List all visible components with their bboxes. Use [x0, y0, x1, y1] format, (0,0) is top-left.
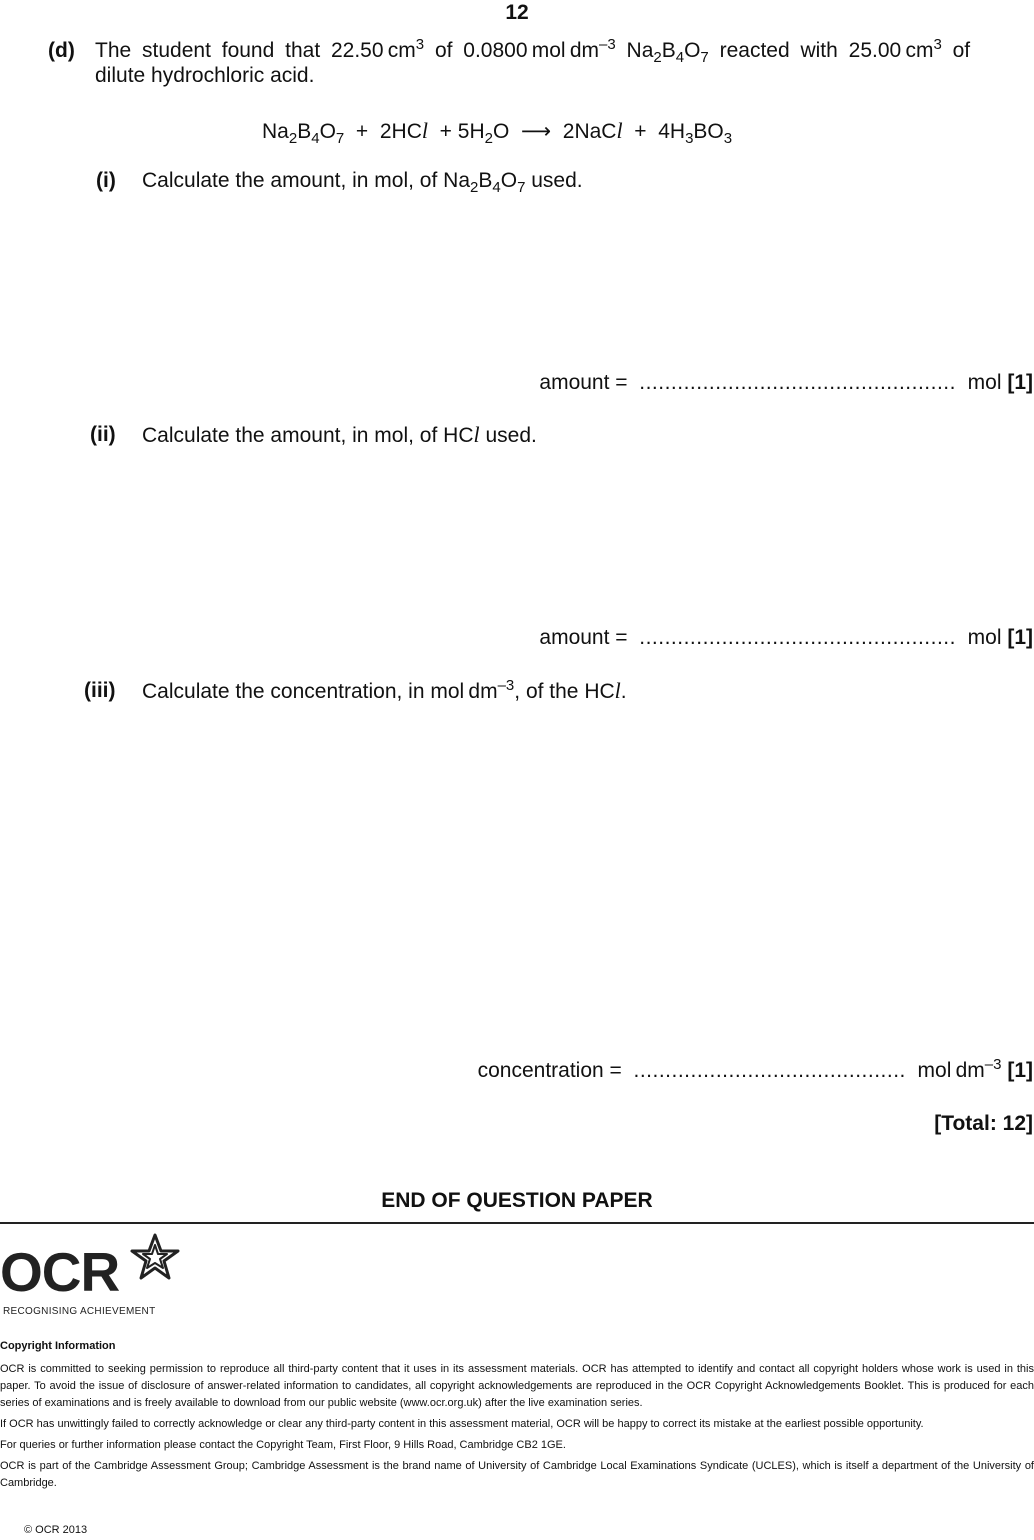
copyright-paragraph-4: OCR is part of the Cambridge Assessment Group; Cambridge Assessment is the brand name of University of Cambridge Local Examinations Syndicate (UCLES), which is itself a department of the University of Cambridge. — [0, 1460, 1034, 1489]
subpart-i-text: Calculate the amount, in mol, of $Na_2B_4O_7$ used. — [142, 169, 583, 196]
subpart-iii-text: Calculate the concentration, in mol $dm^{-3}$, of the HCl. — [142, 677, 627, 703]
marks-i: [1] — [1007, 371, 1033, 394]
copyright-notice: © OCR 2013 — [24, 1524, 88, 1536]
copyright-paragraph-1: OCR is committed to seeking permission to reproduce all third-party content that it uses in its assessment materials. OCR has attempted to identify and contact all copyright holders whose work is used in this paper. To avoid the issue of disclosure of answer-related information to candidates, all copyright acknowledgements are reproduced in the OCR Copyright Acknowledgements Booklet. This is produced for each series of examinations and is freely available to download from our public website (www.ocr.org.uk) after the live examination series. — [0, 1363, 1034, 1409]
subpart-label-iii: (iii) — [84, 679, 116, 702]
question-stem-line2: dilute hydrochloric acid. — [95, 64, 315, 87]
marks-iii: [1] — [1007, 1059, 1033, 1082]
copyright-section — [0, 1338, 1034, 1496]
answer-line-iii: concentration = ........................................... mol $dm^{-3}$ [1] — [477, 1056, 1033, 1082]
answer-field-iii[interactable]: ........................................... — [633, 1059, 906, 1082]
copyright-paragraph-3: For queries or further information please contact the Copyright Team, First Floor, 9 Hills Road, Cambridge CB2 1GE. — [0, 1439, 566, 1451]
subpart-label-i: (i) — [96, 169, 116, 192]
chemical-equation: $Na_2B_4O_7 + 2HCl + 5H_2O$ ⟶ 2NaCl + $4H_3BO_3$ — [262, 118, 733, 147]
ocr-tagline: RECOGNISING ACHIEVEMENT — [3, 1306, 156, 1317]
end-of-paper-heading: END OF QUESTION PAPER — [381, 1189, 653, 1212]
part-label-d: (d) — [48, 39, 75, 62]
ocr-logo — [0, 1232, 190, 1322]
footer-divider — [0, 1222, 1034, 1224]
copyright-paragraph-2: If OCR has unwittingly failed to correctly acknowledge or clear any third-party content in this assessment material, OCR will be happy to correct its mistake at the earliest possible opportunity. — [0, 1418, 924, 1430]
copyright-heading: Copyright Information — [0, 1340, 116, 1352]
star-icon — [130, 1232, 180, 1282]
answer-line-i: amount = .................................................. mol [1] — [539, 371, 1033, 394]
total-marks: [Total: 12] — [934, 1112, 1033, 1135]
answer-field-ii[interactable]: .................................................. — [639, 626, 956, 649]
question-stem-line1: The student found that 22.50 $cm^3$ of 0.0800 mol $dm^{-3}$ $Na_2B_4O_7$ reacted with 25.00 $cm^3$ of — [95, 36, 971, 66]
reaction-arrow-icon: ⟶ — [520, 120, 552, 143]
answer-field-i[interactable]: .................................................. — [639, 371, 956, 394]
subpart-label-ii: (ii) — [90, 423, 116, 446]
ocr-logo-text: OCR — [0, 1241, 120, 1303]
answer-line-ii: amount = .................................................. mol [1] — [539, 626, 1033, 649]
marks-ii: [1] — [1007, 626, 1033, 649]
subpart-ii-text: Calculate the amount, in mol, of HCl used. — [142, 422, 537, 447]
page-number: 12 — [505, 1, 529, 24]
